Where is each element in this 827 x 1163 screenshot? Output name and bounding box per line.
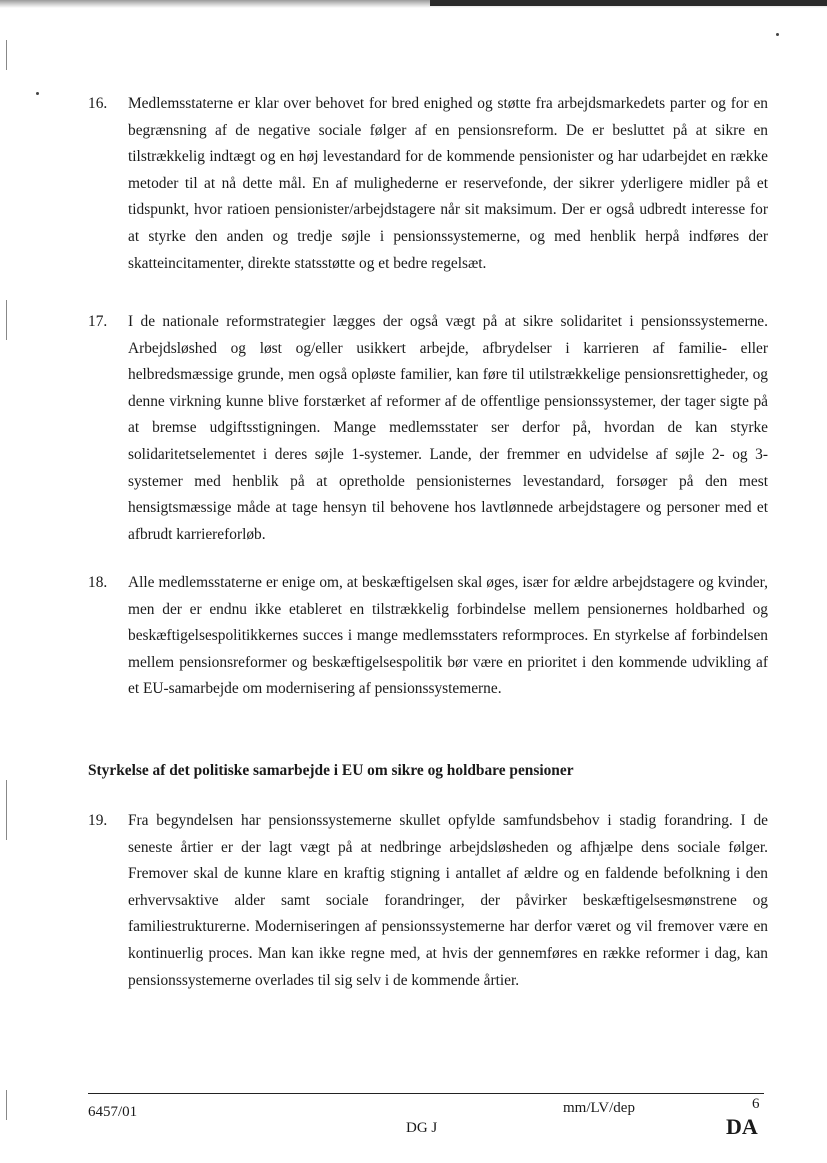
paragraph-19 [88,808,768,994]
footer-language-code: DA [726,1114,758,1139]
paragraph-text: Alle medlemsstaterne er enige om, at beskæftigelsen skal øges, især for ældre arbejdstagere og kvinder, men der er endnu ikke etableret en tilstrækkelig forbindelse mellem pensionernes holdbarhed og beskæftigelsespolitikkernes succes i mange medlemsstaters reformproces. En styrkelse af forbindelsen mellem pensionsreformer og beskæftigelsespolitik bør være en prioritet i den kommende udvikling af et EU-samarbejde om modernisering af pensionssystemerne. [128,574,768,698]
scan-speck [776,33,779,36]
paragraph-17 [88,309,768,548]
footer-reference: mm/LV/dep [563,1100,635,1116]
paragraph-16 [88,91,768,277]
paragraph-text: Fra begyndelsen har pensionssystemerne skullet opfylde samfundsbehov i stadig forandring. I de seneste årtier er der lagt vægt på at nedbringe arbejdsløsheden og afhjælpe dens sociale følger. Fremover skal de kunne klare en kraftig stigning i antallet af ældre og en faldende befolkning i den erhvervsaktive alder samt sociale forandringer, der påvirker beskæftigelsesmønstrene og familiestrukturerne. Moderniseringen af pensionssystemerne har derfor været og vil fremover være en kontinuerlig proces. Man kan ikke regne med, at hvis der gennemføres en række reformer i dag, kan pensionssystemerne overlades til sig selv i de kommende årtier. [128,812,768,989]
scan-margin-mark [6,780,7,840]
scan-edge-dark [430,0,827,6]
footer-doc-number: 6457/01 [88,1104,138,1120]
paragraph-number: 17. [88,313,108,330]
scan-margin-mark [6,40,7,70]
paragraph-text: I de nationale reformstrategier lægges der også vægt på at sikre solidaritet i pensionssystemerne. Arbejdsløshed og løst og/eller usikkert arbejde, afbrydelser i karrieren af familie- eller helbredsmæssige grunde, men også opløste familier, kan føre til utilstrækkelige pensionsrettigheder, og denne virkning kunne blive forstærket af reformer af de offentlige pensionssystemer, der tager sigte på at bremse udgiftsstigningen. Mange medlemsstater ser derfor på, hvordan de kan styrke solidaritetselementet i deres søjle 1-systemer. Lande, der fremmer en udvidelse af søjle 2- og 3-systemer med henblik på at opretholde pensionisternes levestandard, forsøger på den mest hensigtsmæssige måde at tage hensyn til behovene hos lavtlønnede arbejdstagere og personer med et afbrudt karriereforløb. [128,313,768,543]
footer-page-number: 6 [752,1096,760,1112]
paragraph-18 [88,570,768,703]
scan-margin-mark [6,1090,7,1120]
paragraph-number: 18. [88,574,108,591]
paragraph-number: 16. [88,95,108,112]
paragraph-text: Medlemsstaterne er klar over behovet for bred enighed og støtte fra arbejdsmarkedets parter og for en begrænsning af de negative sociale følger af en pensionsreform. De er besluttet på at sikre en tilstrækkelig indtægt og en høj levestandard for de kommende pensionister og har udarbejdet en række metoder til at nå dette mål. En af mulighederne er reservefonde, der sikrer yderligere midler på et tidspunkt, hvor ratioen pensionister/arbejdstagere når sit maksimum. Der er også udbredt interesse for at styrke den anden og tredje søjle i pensionssystemerne, og med henblik herpå indføres der skatteincitamenter, direkte statsstøtte og et bedre regelsæt. [128,95,768,272]
footer-divider [88,1093,764,1094]
footer-directorate: DG J [406,1120,438,1136]
paragraph-number: 19. [88,812,108,829]
scan-speck [36,92,39,95]
scan-margin-mark [6,300,7,340]
section-heading: Styrkelse af det politiske samarbejde i EU om sikre og holdbare pensioner [88,762,574,779]
